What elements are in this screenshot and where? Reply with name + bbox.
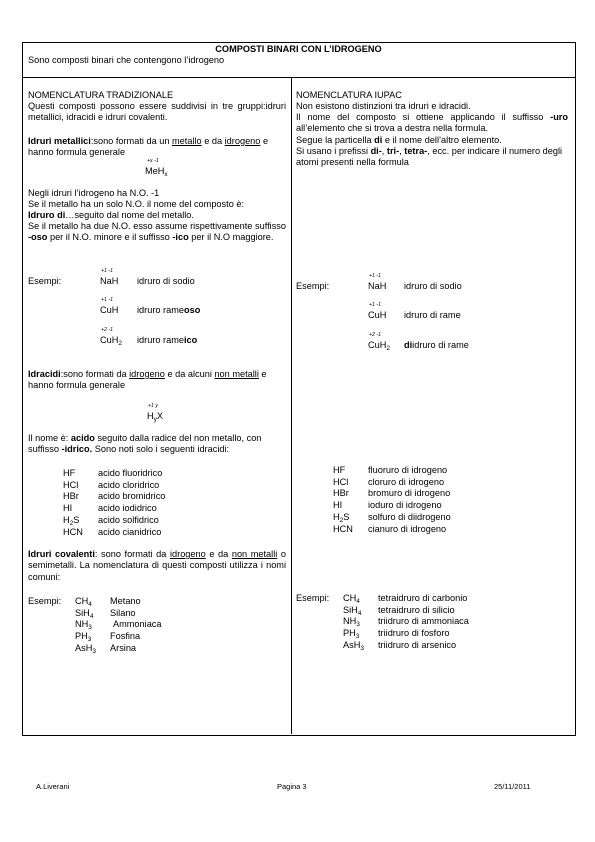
example-name: idruro di sodio bbox=[404, 281, 462, 291]
acid-formula: $H_2S$ bbox=[333, 511, 350, 524]
right-prefix-paragraph: Si usano i prefissi di-, tri-, tetra-, ecc. per indicare il numero degli atomi presenti nella formula bbox=[296, 146, 563, 168]
acid-name: acido iodidrico bbox=[98, 503, 157, 514]
idracidi-paragraph: Idracidi:sono formati da idrogeno e da alcuni non metalli e hanno formula generale bbox=[28, 369, 267, 391]
acid-formula: HCN bbox=[63, 526, 83, 537]
acid-name: cloruro di idrogeno bbox=[368, 476, 445, 487]
covalent-formula: $PH_3$ bbox=[75, 631, 92, 644]
acid-formula: HF bbox=[63, 468, 76, 478]
example-formula: CuH bbox=[100, 305, 119, 315]
left-esempi-label: Esempi: bbox=[28, 276, 62, 286]
covalent-formula: $CH_4$ bbox=[343, 593, 360, 605]
covalent-name: tetraidruro di silicio bbox=[378, 604, 455, 615]
covalent-formula: $NH_3$ bbox=[343, 616, 360, 629]
footer-author: A.Liverani bbox=[36, 782, 70, 791]
example-oxidation-numbers: +1 -1 bbox=[369, 273, 381, 279]
covalent-formula: $CH_4$ bbox=[75, 596, 92, 608]
acid-name: solfuro di diidrogeno bbox=[368, 511, 451, 522]
acid-name: fluoruro di idrogeno bbox=[368, 465, 448, 475]
acid-formula: HCl bbox=[63, 479, 79, 490]
hyx-formula: $H_yX$ bbox=[147, 411, 164, 423]
covalent-name: Fosfina bbox=[110, 631, 141, 642]
covalent-name: Arsina bbox=[110, 642, 137, 653]
acid-name: acido cloridrico bbox=[98, 479, 160, 490]
right-esempi2-label: Esempi: bbox=[296, 593, 330, 603]
example-name: idruro di rame bbox=[404, 310, 461, 320]
example-name: idruro rameico bbox=[137, 335, 198, 345]
footer-page: Pagina 3 bbox=[277, 782, 307, 791]
covalent-name: triidruro di fosforo bbox=[378, 628, 450, 639]
covalent-formula: AsH$_3$ bbox=[75, 642, 96, 655]
covalent-formula: SiH$_4$ bbox=[343, 604, 362, 617]
acid-formula: HCN bbox=[333, 523, 353, 534]
covalent-name: tetraidruro di carbonio bbox=[378, 593, 468, 603]
left-heading: NOMENCLATURA TRADIZIONALE bbox=[28, 90, 174, 100]
intro-text: Sono composti binari che contengono l’idrogeno bbox=[28, 55, 225, 65]
acid-name-paragraph: Il nome è: acido seguito dalla radice del non metallo, con suffisso -idrico. Sono noti solo i seguenti idracidi: bbox=[28, 433, 262, 455]
two-no-paragraph: Se il metallo ha due N.O. esso assume rispettivamente suffisso -oso per il N.O. minore e il suffisso -ico per il N.O maggiore. bbox=[28, 221, 286, 243]
example-oxidation-numbers: +2 -1 bbox=[101, 327, 113, 333]
covalent-name: Silano bbox=[110, 607, 136, 618]
right-heading: NOMENCLATURA IUPAC bbox=[296, 90, 402, 100]
acid-name: bromuro di idrogeno bbox=[368, 488, 451, 499]
right-suffix-paragraph: Il nome del composto si ottiene applicando il suffisso -uro all’elemento che si trova a destra nella formula. bbox=[296, 112, 568, 134]
acid-name: acido fluoridrico bbox=[98, 468, 163, 478]
acid-formula: $H_2S$ bbox=[63, 514, 80, 527]
acid-name: acido bromidrico bbox=[98, 491, 166, 502]
example-oxidation-numbers: +1 -1 bbox=[101, 297, 113, 303]
acid-formula: HCl bbox=[333, 476, 349, 487]
example-formula: NaH bbox=[368, 281, 387, 291]
covalent-name: triidruro di arsenico bbox=[378, 639, 457, 650]
covalent-name: triidruro di ammoniaca bbox=[378, 616, 469, 627]
header-divider bbox=[22, 77, 575, 78]
covalent-formula: SiH$_4$ bbox=[75, 607, 94, 620]
example-oxidation-numbers: +1 -1 bbox=[101, 268, 113, 274]
example-oxidation-numbers: +1 -1 bbox=[369, 302, 381, 308]
page-title: COMPOSTI BINARI CON L’IDROGENO bbox=[215, 44, 382, 54]
example-name: idruro di sodio bbox=[137, 276, 195, 286]
example-name: idruro rameoso bbox=[137, 305, 201, 315]
right-esempi-label: Esempi: bbox=[296, 281, 330, 291]
example-formula: CuH bbox=[368, 310, 387, 320]
footer-date: 25/11/2011 bbox=[494, 782, 531, 791]
example-oxidation-numbers: +2 -1 bbox=[369, 332, 381, 338]
idruri-metallici-label: Idruri metallici bbox=[28, 136, 91, 146]
covalent-name: Ammoniaca bbox=[113, 619, 162, 630]
right-particle-line: Segue la particella di e il nome dell’altro elemento. bbox=[296, 135, 502, 145]
acid-formula: HI bbox=[63, 503, 73, 514]
hyx-oxidation-numbers: +1 y bbox=[148, 403, 158, 409]
column-divider bbox=[291, 77, 292, 734]
example-formula: NaH bbox=[100, 276, 119, 286]
example-formula: CuH$_2$ bbox=[100, 335, 123, 347]
example-formula: CuH$_2$ bbox=[368, 340, 391, 352]
left-esempi2-label: Esempi: bbox=[28, 596, 62, 606]
acid-formula: HI bbox=[333, 500, 343, 511]
example-name: diidruro di rame bbox=[404, 340, 469, 350]
idruri-metallici-paragraph: Idruri metallici:sono formati da un metallo e da idrogeno e hanno formula generale bbox=[28, 136, 269, 158]
acid-name: ioduro di idrogeno bbox=[368, 500, 442, 511]
acid-name: acido cianidrico bbox=[98, 526, 162, 537]
covalent-formula: $NH_3$ bbox=[75, 619, 92, 632]
acid-name: cianuro di idrogeno bbox=[368, 523, 447, 534]
idruro-di-line: Idruro di…seguito dal nome del metallo. bbox=[28, 210, 194, 220]
acid-formula: HF bbox=[333, 465, 346, 475]
right-line-1: Non esistono distinzioni tra idruri e idracidi. bbox=[296, 101, 471, 111]
meh-oxidation-numbers: +x -1 bbox=[147, 158, 159, 164]
left-intro-paragraph: Questi composti possono essere suddivisi in tre gruppi:idruri metallici, idracidi e idruri covalenti. bbox=[28, 101, 286, 123]
acid-name: acido solfidrico bbox=[98, 514, 159, 525]
covalent-formula: $PH_3$ bbox=[343, 628, 360, 641]
idruri-covalenti-paragraph: Idruri covalenti: sono formati da idrogeno e da non metalli o semimetalli. La nomenclatura di questi composti utilizza i nomi comuni: bbox=[28, 549, 286, 582]
covalent-name: Metano bbox=[110, 596, 141, 606]
acid-formula: HBr bbox=[333, 488, 349, 499]
acid-formula: HBr bbox=[63, 491, 79, 502]
covalent-formula: AsH$_3$ bbox=[343, 639, 364, 652]
meh-formula: MeH$_x$ bbox=[145, 166, 168, 178]
single-no-line: Se il metallo ha un solo N.O. il nome del composto è: bbox=[28, 199, 245, 209]
no-line: Negli idruri l’idrogeno ha N.O. -1 bbox=[28, 188, 160, 198]
